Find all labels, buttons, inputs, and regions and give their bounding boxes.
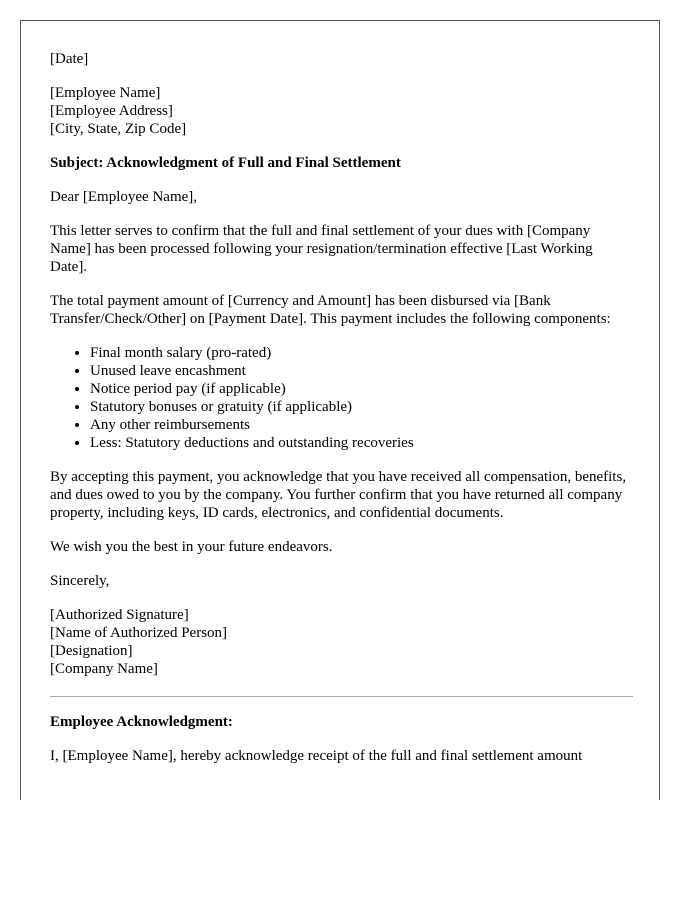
signature-block xyxy=(50,606,633,678)
company-name: [Company Name] xyxy=(50,661,158,677)
recipient-name: [Employee Name] xyxy=(50,85,161,101)
acknowledgment-text: I, [Employee Name], hereby acknowledge receipt of the full and final settlement amount xyxy=(50,748,583,764)
letter-subject: Subject: Acknowledgment of Full and Final Settlement xyxy=(50,155,401,171)
letter-content xyxy=(50,50,633,781)
letter-page xyxy=(20,20,660,800)
acknowledgment-title: Employee Acknowledgment: xyxy=(50,714,233,730)
list-item: • Less: Statutory deductions and outstanding recoveries xyxy=(90,434,633,452)
recipient-address-block xyxy=(50,84,633,138)
salutation: Dear [Employee Name], xyxy=(50,189,198,205)
designation: [Designation] xyxy=(50,643,133,659)
paragraph-payment: The total payment amount of [Currency and Amount] has been disbursed via [Bank Transfer/Check/Other] on [Payment Date]. This payment includes the following components: xyxy=(50,293,611,327)
list-item: • Final month salary (pro-rated) xyxy=(90,344,633,362)
authorized-person-name: [Name of Authorized Person] xyxy=(50,625,228,641)
authorized-signature: [Authorized Signature] xyxy=(50,607,189,623)
letter-date: [Date] xyxy=(50,51,89,67)
paragraph-wishes: We wish you the best in your future endeavors. xyxy=(50,539,333,555)
date-line xyxy=(50,50,633,68)
recipient-city-line: [City, State, Zip Code] xyxy=(50,121,187,137)
recipient-address: [Employee Address] xyxy=(50,103,173,119)
section-divider xyxy=(50,696,633,697)
paragraph-acceptance: By accepting this payment, you acknowledge that you have received all compensation, benefits, and dues owed to you by the company. You further confirm that you have returned all company property, including keys, ID cards, electronics, and confidential documents. xyxy=(50,469,627,521)
paragraph-confirmation: This letter serves to confirm that the full and final settlement of your dues with [Company Name] has been processed following your resignation/termination effective [Last Working Date]. xyxy=(50,223,593,275)
list-item: • Statutory bonuses or gratuity (if applicable) xyxy=(90,398,633,416)
list-item: • Unused leave encashment xyxy=(90,362,633,380)
closing: Sincerely, xyxy=(50,573,110,589)
components-list xyxy=(50,344,633,452)
list-item: • Notice period pay (if applicable) xyxy=(90,380,633,398)
list-item: • Any other reimbursements xyxy=(90,416,633,434)
